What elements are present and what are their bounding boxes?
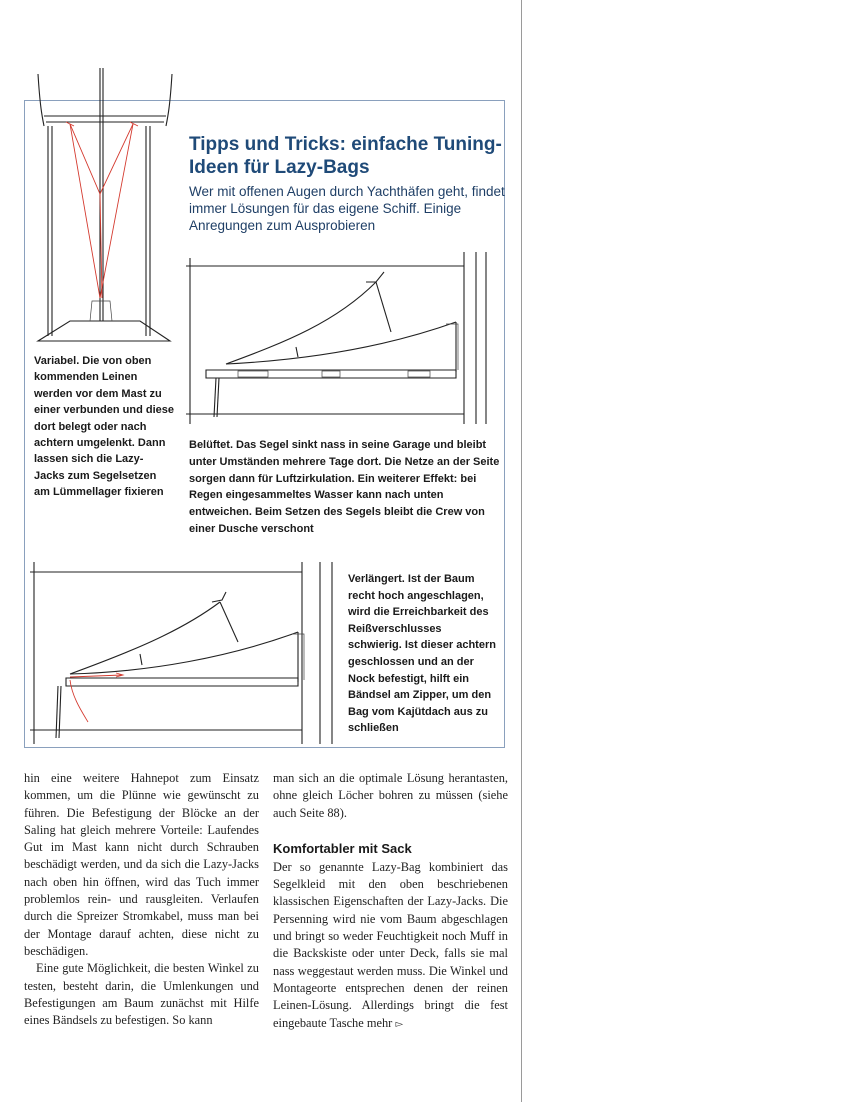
extended-caption: Verlängert. Ist der Baum recht hoch angeschlagen, wird die Erreichbarkeit des Reißverschlusses schwierig. Ist dieser achtern geschlossen und an der Nock befestigt, hilft ein Bändsel am Zipper, um den Bag vom Kajütdach aus zu schließen	[348, 573, 496, 735]
body-paragraph: hin eine weitere Hahnepot zum Einsatz kommen, um die Plünne wie gewünscht zu führen. Die Befestigung der Blöcke an der Saling hat gleich mehrere Vorteile: Laufendes Gut im Mast kann nicht durch Schrauben beschädigt werden, und da sich die Lazy-Jacks nach oben hin öffnen, wird das Tuch immer problemlos rein- und rausgleiten. Verlaufen durch die Spreizer Stromkabel, muss man bei der Montage darauf achten, diese nicht zu beschädigen.	[24, 771, 259, 958]
extended-zipper-illustration	[30, 562, 338, 744]
frame-sketch-lines	[186, 252, 486, 424]
section-heading: Komfortabler mit Sack	[273, 840, 412, 856]
mast-lazy-jacks-illustration	[30, 66, 180, 351]
page-margin-rule	[521, 0, 522, 1102]
body-column-left	[24, 770, 259, 1029]
body-paragraph: Eine gute Möglichkeit, die besten Winkel zu testen, besteht darin, die Umlenkungen und Befestigungen am Baum zunächst mit Hilfe eines Bändsels zu befestigen. So kann	[24, 961, 259, 1028]
continue-arrow-icon: ▻	[395, 1018, 404, 1030]
body-paragraph-text: Der so genannte Lazy-Bag kombiniert das Segelkleid mit den oben beschriebenen klassischen Eigenschaften der Lazy-Jacks. Die Persenning wird nie vom Baum abgeschlagen und bringt so weder Feuchtigkeit noch Muff in die Backskiste oder unter Deck, falls sie mal nass weggestaut werden muss. Die Winkel und Montageorte entsprechen denen der reinen Leinen-Lösung. Allerdings bringt die fest eingebaute Tasche mehr	[273, 859, 508, 1030]
ventilated-bag-illustration	[186, 252, 496, 424]
lazy-jack-red-lines	[66, 122, 138, 298]
body-column-right	[273, 770, 508, 1033]
mast-sketch-lines	[38, 68, 172, 341]
article-title: Tipps und Tricks: einfache Tuning-Ideen für Lazy-Bags	[189, 134, 502, 178]
frame-sketch-lines-2	[30, 562, 332, 744]
body-paragraph	[273, 859, 508, 1033]
ventilated-caption: Belüftet. Das Segel sinkt nass in seine Garage und bleibt unter Umständen mehrere Tage dort. Die Netze an der Seite sorgen dann für Luftzirkulation. Ein weiterer Effekt: bei Regen eingesammeltes Wasser kann nach unten entweichen. Beim Setzen des Segels bleibt die Crew von einer Dusche verschont	[189, 439, 500, 535]
sail-and-boom-2	[56, 592, 304, 738]
sail-and-boom	[206, 272, 458, 417]
mast-caption: Variabel. Die von oben kommenden Leinen werden vor dem Mast zu einer verbunden und diese dort belegt oder nach achtern umgelenkt. Dann lassen sich die Lazy-Jacks zum Segelsetzen am Lümmellager fixieren	[34, 355, 174, 499]
article-subtitle: Wer mit offenen Augen durch Yachthäfen geht, findet immer Lösungen für das eigene Schiff. Einige Anregungen zum Ausprobieren	[189, 184, 505, 233]
body-paragraph: man sich an die optimale Lösung herantasten, ohne gleich Löcher bohren zu müssen (siehe auch Seite 88).	[273, 771, 508, 820]
